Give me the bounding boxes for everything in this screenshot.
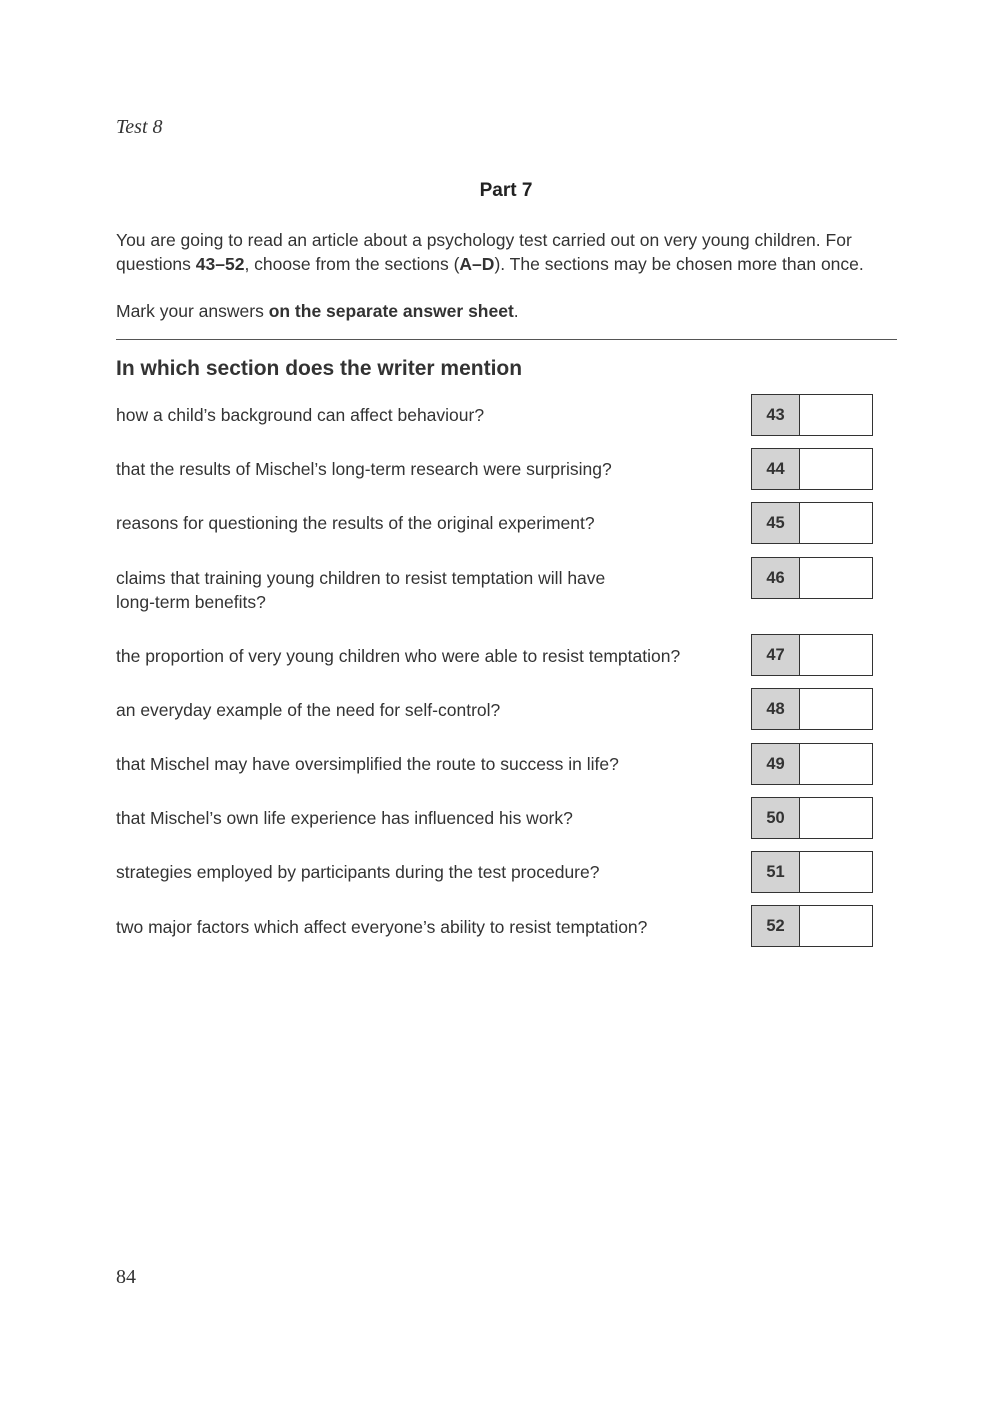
instructions-text: , choose from the sections (	[244, 254, 460, 274]
section-range: A–D	[459, 254, 495, 274]
answer-field-51[interactable]	[800, 852, 872, 892]
question-48-text: an everyday example of the need for self-control?	[116, 700, 501, 720]
answer-field-50[interactable]	[800, 798, 872, 838]
instructions-text: You are going to read an article about a psychology test carried out on very young children. For questions	[116, 230, 852, 274]
answer-sheet-emphasis: on the separate answer sheet	[268, 301, 514, 321]
running-head: Test 8	[116, 116, 163, 138]
instructions-text: ). The sections may be chosen more than once.	[494, 254, 864, 274]
question-51-text: strategies employed by participants during the test procedure?	[116, 862, 600, 882]
question-number: 43	[752, 395, 800, 435]
question-44-answer-box	[751, 448, 873, 490]
question-47-answer-box	[751, 634, 873, 676]
question-45-answer-box	[751, 502, 873, 544]
question-45-text: reasons for questioning the results of the original experiment?	[116, 513, 595, 533]
question-46-answer-box	[751, 557, 873, 599]
question-number: 49	[752, 744, 800, 784]
instructions-text: .	[513, 301, 519, 321]
answer-field-47[interactable]	[800, 635, 872, 675]
question-49-answer-box	[751, 743, 873, 785]
question-52-answer-box	[751, 905, 873, 947]
question-number: 47	[752, 635, 800, 675]
answer-field-46[interactable]	[800, 558, 872, 598]
instructions-paragraph	[116, 228, 906, 276]
question-47-text: the proportion of very young children who were able to resist temptation?	[116, 646, 681, 666]
answer-field-45[interactable]	[800, 503, 872, 543]
part-title: Part 7	[479, 180, 533, 201]
question-48-answer-box	[751, 688, 873, 730]
question-49-text: that Mischel may have oversimplified the route to success in life?	[116, 754, 619, 774]
question-52-text: two major factors which affect everyone’s ability to resist temptation?	[116, 917, 648, 937]
questions-heading: In which section does the writer mention	[116, 357, 523, 380]
question-number: 50	[752, 798, 800, 838]
question-46-text	[116, 566, 736, 614]
answer-field-49[interactable]	[800, 744, 872, 784]
instructions-text: Mark your answers	[116, 301, 269, 321]
page-number: 84	[116, 1266, 136, 1288]
question-number: 44	[752, 449, 800, 489]
question-50-answer-box	[751, 797, 873, 839]
question-51-answer-box	[751, 851, 873, 893]
instructions	[116, 228, 906, 323]
answer-sheet-instruction	[116, 299, 906, 323]
answer-field-52[interactable]	[800, 906, 872, 946]
question-50-text: that Mischel’s own life experience has influenced his work?	[116, 808, 573, 828]
question-46-line: long-term benefits?	[116, 592, 266, 612]
question-43-text: how a child’s background can affect behaviour?	[116, 405, 485, 425]
question-44-text: that the results of Mischel’s long-term research were surprising?	[116, 459, 612, 479]
question-43-answer-box	[751, 394, 873, 436]
answer-field-44[interactable]	[800, 449, 872, 489]
question-number: 51	[752, 852, 800, 892]
divider	[116, 339, 897, 340]
question-range: 43–52	[195, 254, 245, 274]
question-number: 45	[752, 503, 800, 543]
question-46-line: claims that training young children to resist temptation will have	[116, 568, 606, 588]
answer-field-48[interactable]	[800, 689, 872, 729]
question-number: 52	[752, 906, 800, 946]
question-number: 48	[752, 689, 800, 729]
answer-field-43[interactable]	[800, 395, 872, 435]
question-number: 46	[752, 558, 800, 598]
